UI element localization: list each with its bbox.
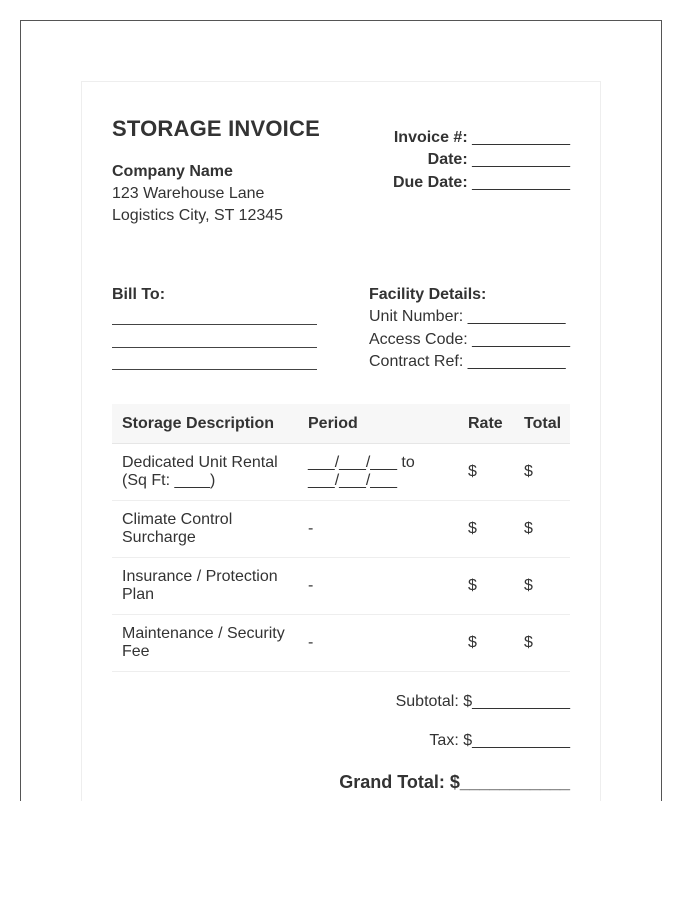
row-rate[interactable]: $ (458, 615, 514, 672)
row-total[interactable]: $ (514, 444, 570, 501)
company-address-line-1: 123 Warehouse Lane (112, 185, 265, 202)
unit-number-field[interactable]: Unit Number: ___________ (369, 308, 566, 325)
row-description (112, 615, 298, 672)
invoice-date-row (428, 151, 570, 169)
description-line: Insurance / Protection (122, 568, 278, 585)
description-line: Dedicated Unit Rental (122, 454, 278, 471)
bill-to-line-3[interactable] (112, 369, 317, 370)
row-description (112, 444, 298, 501)
header-storage-description: Storage Description (112, 404, 298, 444)
description-line: (Sq Ft: ____) (122, 472, 216, 489)
due-date-row (393, 174, 570, 192)
description-line: Maintenance / Security (122, 625, 285, 642)
table-row (112, 501, 570, 558)
period-line: ___/___/___ to (308, 454, 415, 471)
company-address-line-2: Logistics City, ST 12345 (112, 207, 284, 224)
row-rate[interactable]: $ (458, 558, 514, 615)
bill-to-line-2[interactable] (112, 347, 317, 348)
description-line: Fee (122, 643, 150, 660)
description-line: Climate Control (122, 511, 233, 528)
table-row (112, 558, 570, 615)
invoice-number-label: Invoice #: (393, 129, 468, 146)
grand-total-field[interactable]: Grand Total: $___________ (339, 772, 570, 792)
tax-field[interactable]: Tax: $___________ (429, 732, 570, 749)
company-name: Company Name (112, 163, 233, 180)
due-date-label: Due Date: (392, 174, 468, 191)
table-row (112, 444, 570, 501)
facility-details-label: Facility Details: (369, 286, 487, 303)
row-period[interactable]: - (298, 615, 458, 672)
row-total[interactable]: $ (514, 501, 570, 558)
row-period[interactable]: - (298, 558, 458, 615)
access-code-field[interactable]: Access Code: ___________ (369, 331, 571, 348)
bill-to-label: Bill To: (112, 286, 166, 303)
row-total[interactable]: $ (514, 615, 570, 672)
row-period[interactable] (298, 444, 458, 501)
due-date-field[interactable]: ___________ (472, 174, 570, 191)
invoice-date-label: Date: (427, 151, 468, 168)
row-description (112, 558, 298, 615)
table-header-row (112, 404, 570, 444)
subtotal-field[interactable]: Subtotal: $___________ (395, 693, 570, 710)
period-line: ___/___/___ (308, 472, 397, 489)
contract-ref-field[interactable]: Contract Ref: ___________ (369, 353, 566, 370)
description-line: Plan (122, 586, 155, 603)
invoice-number-row (394, 129, 570, 147)
row-rate[interactable]: $ (458, 444, 514, 501)
row-total[interactable]: $ (514, 558, 570, 615)
invoice-title: STORAGE INVOICE (112, 116, 320, 141)
header-total: Total (514, 404, 570, 444)
description-line: Surcharge (122, 529, 196, 546)
table-row (112, 615, 570, 672)
row-description (112, 501, 298, 558)
row-period[interactable]: - (298, 501, 458, 558)
row-rate[interactable]: $ (458, 501, 514, 558)
header-rate: Rate (458, 404, 514, 444)
line-items-table (112, 404, 570, 672)
invoice-number-field[interactable]: ___________ (472, 129, 570, 146)
header-period: Period (298, 404, 458, 444)
bill-to-line-1[interactable] (112, 324, 317, 325)
invoice-date-field[interactable]: ___________ (472, 151, 570, 168)
